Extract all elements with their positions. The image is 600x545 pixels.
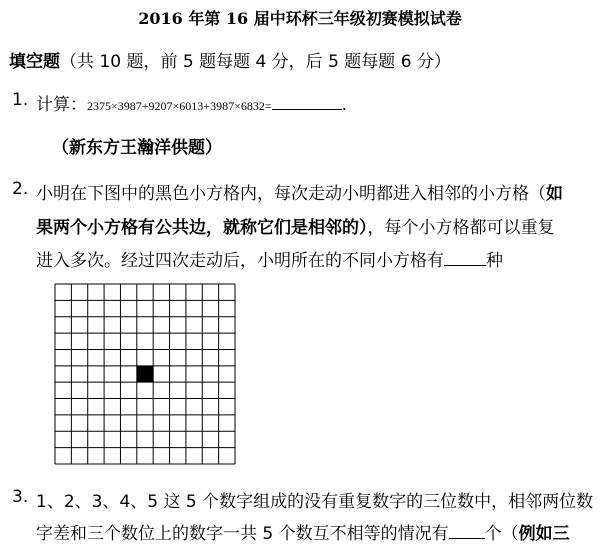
section-desc: （共 10 题，前 5 题每题 4 分，后 5 题每题 6 分） — [60, 52, 451, 72]
q2-number: 2. — [12, 179, 29, 199]
section-header — [9, 47, 451, 72]
q2-answer-blank — [444, 265, 486, 266]
q3-number: 3. — [12, 487, 29, 507]
q2-line-1b: 如 — [546, 184, 563, 204]
q3-line-2b: 个（ — [484, 524, 519, 544]
q1-source: （新东方王瀚洋供题） — [52, 138, 222, 158]
q3-line-2 — [36, 519, 570, 544]
q1-suffix: . — [341, 95, 348, 115]
black-cell — [137, 366, 153, 382]
q2-line-3 — [36, 246, 503, 271]
q3-line-1: 1、2、3、4、5 这 5 个数字组成的没有重复数字的三位数中，相邻两位数 — [36, 492, 594, 512]
q2-line-2 — [36, 213, 555, 238]
q1-answer-blank — [272, 109, 342, 110]
q3-line-2c: 例如三 — [518, 524, 570, 544]
q1-number: 1. — [12, 90, 29, 110]
q2-line-3b: 种 — [486, 251, 503, 271]
q1-line — [36, 90, 347, 115]
q2-line-1 — [36, 179, 563, 204]
q3-line-2a: 字差和三个数位上的数字一共 5 个数互不相等的情况有 — [36, 524, 449, 544]
q2-line-1a: 小明在下图中的黑色小方格内，每次走动小明都进入相邻的小方格（ — [36, 184, 546, 204]
q2-line-3a: 进入多次。经过四次走动后，小明所在的不同小方格有 — [36, 251, 444, 271]
page-title: 2016 年第 16 届中环杯三年级初赛模拟试卷 — [138, 9, 462, 28]
q2-grid-figure — [54, 283, 236, 465]
q1-prefix: 计算： — [36, 95, 87, 115]
q2-line-2b: ，每个小方格都可以重复 — [367, 218, 555, 238]
q2-line-2a: 果两个小方格有公共边，就称它们是相邻的） — [36, 218, 368, 238]
q3-answer-blank — [449, 538, 485, 539]
section-name: 填空题 — [9, 52, 60, 72]
q1-formula: 2375×3987+9207×6013+3987×6832= — [87, 99, 272, 113]
